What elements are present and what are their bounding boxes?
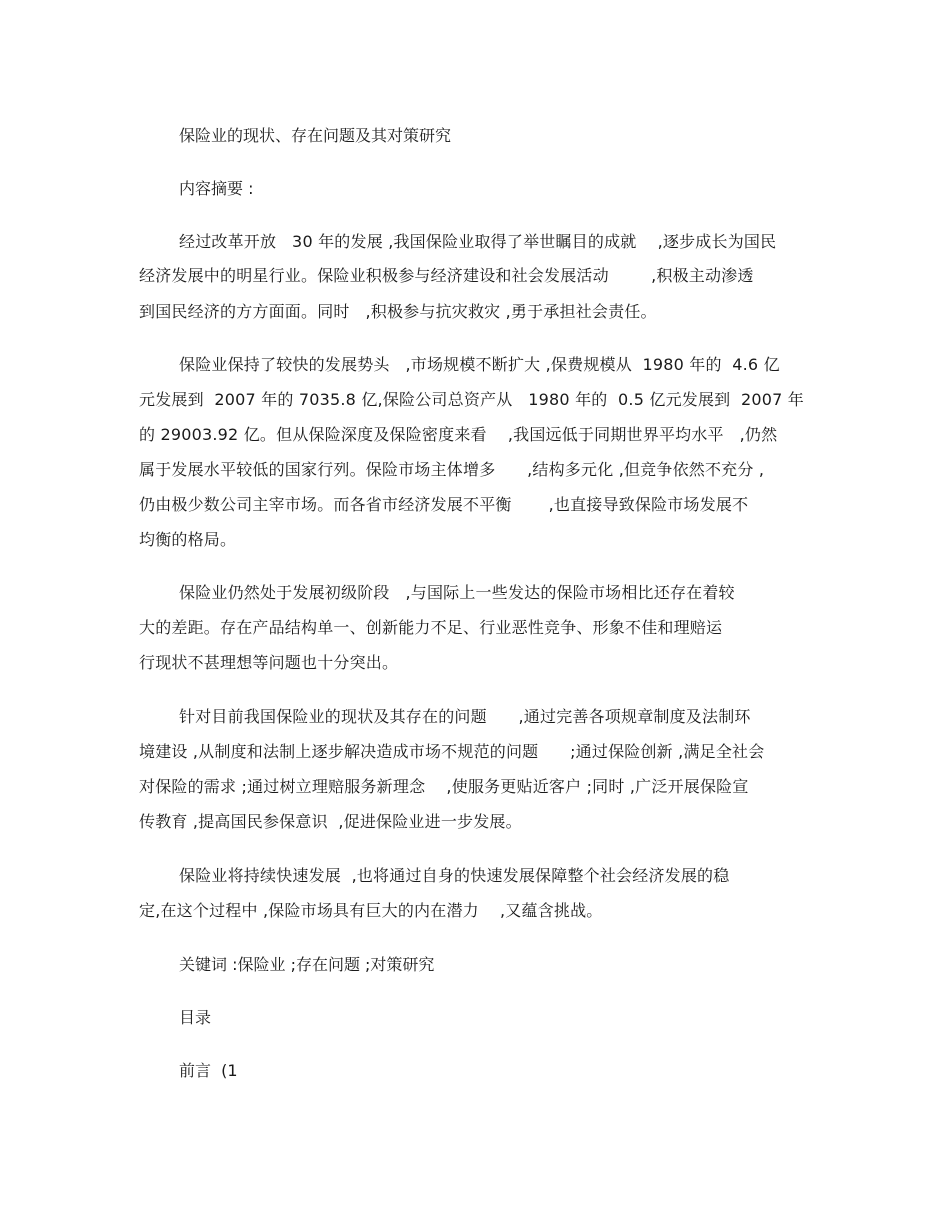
paragraph-line: 到国民经济的方方面面。同时 ,积极参与抗灾救灾 ,勇于承担社会责任。 [139, 302, 657, 321]
paragraph-line: 传教育 ,提高国民参保意识 ,促进保险业进一步发展。 [139, 812, 522, 831]
paragraph-line: 元发展到 2007 年的 7035.8 亿,保险公司总资产从 1980 年的 0.5 亿元发展到 2007 年 [139, 390, 804, 409]
paragraph-line: 针对目前我国保险业的现状及其存在的问题 ,通过完善各项规章制度及法制环 [179, 707, 751, 726]
paragraph-line: 仍由极少数公司主宰市场。而各省市经济发展不平衡 ,也直接导致保险市场发展不 [139, 495, 749, 514]
paragraph-line: 经过改革开放 30 年的发展 ,我国保险业取得了举世瞩目的成就 ,逐步成长为国民 [179, 232, 777, 251]
paragraph-line: 属于发展水平较低的国家行列。保险市场主体增多 ,结构多元化 ,但竞争依然不充分 , [139, 460, 765, 479]
toc-heading: 目录 [179, 1008, 212, 1027]
paragraph-line: 大的差距。存在产品结构单一、创新能力不足、行业恶性竞争、形象不佳和理赔运 [139, 618, 723, 637]
toc-entry: 前言 (1 [179, 1061, 238, 1080]
paragraph-line: 境建设 ,从制度和法制上逐步解决造成市场不规范的问题 ;通过保险创新 ,满足全社会 [139, 742, 765, 761]
paragraph-line: 经济发展中的明星行业。保险业积极参与经济建设和社会发展活动 ,积极主动渗透 [139, 266, 754, 285]
paragraph-line: 定,在这个过程中 ,保险市场具有巨大的内在潜力 ,又蕴含挑战。 [139, 901, 603, 920]
keywords-line: 关键词 :保险业 ;存在问题 ;对策研究 [179, 955, 435, 974]
paragraph-line: 均衡的格局。 [139, 530, 237, 549]
paragraph-line: 的 29003.92 亿。但从保险深度及保险密度来看 ,我国远低于同期世界平均水平 ,仍然 [139, 425, 778, 444]
paragraph-line: 保险业仍然处于发展初级阶段 ,与国际上一些发达的保险市场相比还存在着较 [179, 583, 735, 602]
paragraph-line: 保险业将持续快速发展 ,也将通过自身的快速发展保障整个社会经济发展的稳 [179, 866, 730, 885]
document-title: 保险业的现状、存在问题及其对策研究 [179, 126, 452, 145]
paragraph-line: 行现状不甚理想等问题也十分突出。 [139, 653, 399, 672]
paragraph-line: 保险业保持了较快的发展势头 ,市场规模不断扩大 ,保费规模从 1980 年的 4.6 亿 [179, 355, 780, 374]
abstract-heading: 内容摘要 : [179, 179, 254, 198]
paragraph-line: 对保险的需求 ;通过树立理赔服务新理念 ,使服务更贴近客户 ;同时 ,广泛开展保险宣 [139, 777, 749, 796]
